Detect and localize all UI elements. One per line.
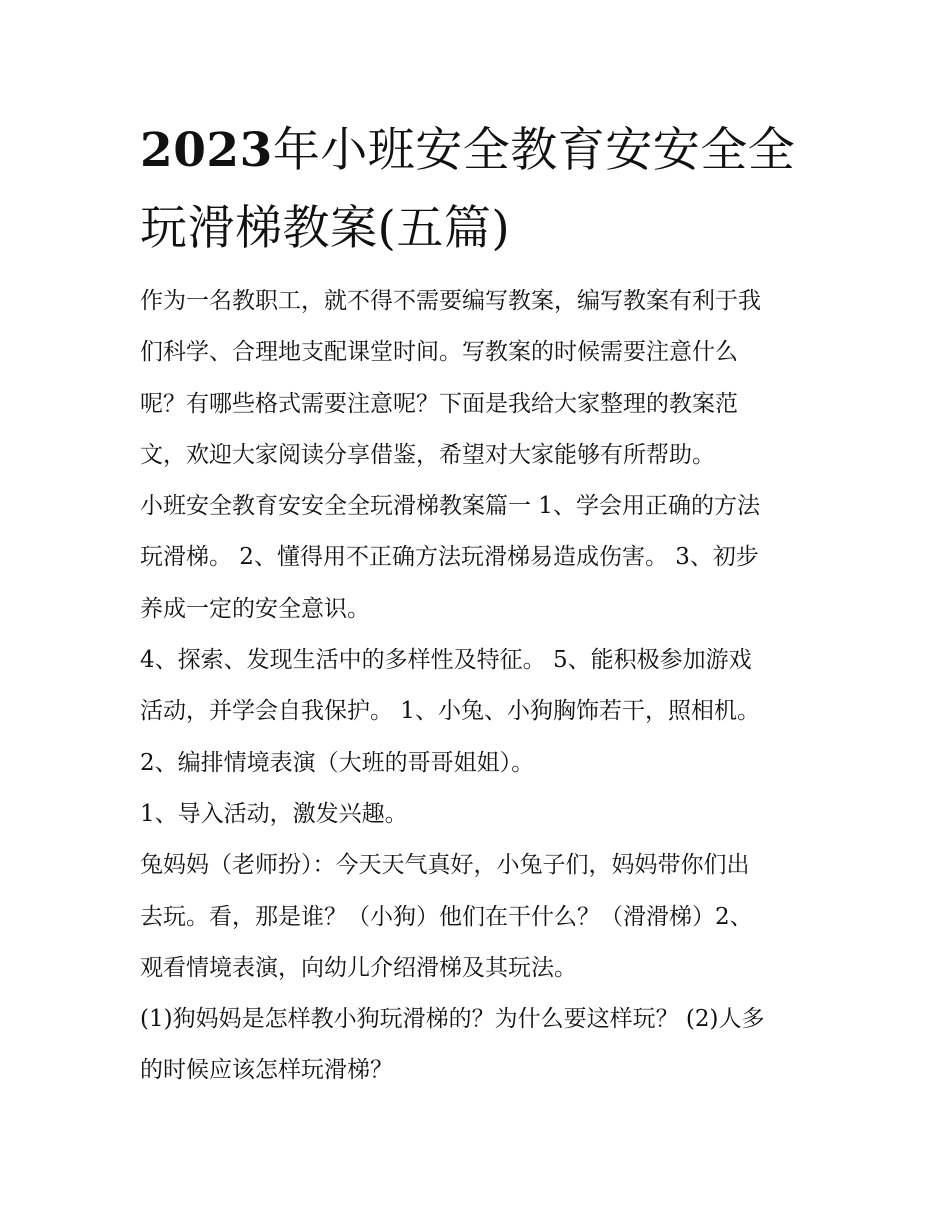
body-line: 活动，并学会自我保护。 1、小兔、小狗胸饰若干，照相机。 — [140, 698, 760, 725]
body-line: 观看情境表演，向幼儿介绍滑梯及其玩法。 — [140, 954, 577, 981]
body-line: 们科学、合理地支配课堂时间。写教案的时候需要注意什么 — [140, 339, 738, 366]
body-line: 养成一定的安全意识。 — [140, 595, 370, 622]
body-line: 1、导入活动，激发兴趣。 — [140, 800, 408, 827]
document-title — [140, 112, 830, 268]
title-line-2: 玩滑梯教案(五篇) — [140, 201, 511, 256]
body-line: 玩滑梯。 2、懂得用不正确方法玩滑梯易造成伤害。 3、初步 — [140, 544, 759, 571]
title-line-1 — [140, 112, 830, 190]
document-body — [140, 276, 830, 1097]
body-line: 作为一名教职工，就不得不需要编写教案，编写教案有利于我 — [140, 288, 761, 314]
title-line-1-text: 年小班安全教育安安全全 — [272, 123, 796, 178]
body-line: 文，欢迎大家阅读分享借鉴，希望对大家能够有所帮助。 — [140, 441, 715, 468]
body-line: (1)狗妈妈是怎样教小狗玩滑梯的？为什么要这样玩？ (2)人多 — [140, 1006, 765, 1033]
body-line: 去玩。看，那是谁？（小狗）他们在干什么？（滑滑梯）2、 — [140, 903, 753, 930]
body-line: 的时候应该怎样玩滑梯？ — [140, 1057, 393, 1084]
title-year: 2023 — [140, 123, 273, 178]
body-line: 呢？有哪些格式需要注意呢？下面是我给大家整理的教案范 — [140, 390, 738, 417]
body-line: 小班安全教育安安全全玩滑梯教案篇一 1、学会用正确的方法 — [140, 493, 760, 520]
body-line: 兔妈妈（老师扮）：今天天气真好，小兔子们，妈妈带你们出 — [140, 852, 750, 879]
body-line: 4、探索、发现生活中的多样性及特征。 5、能积极参加游戏 — [140, 647, 752, 674]
body-line: 2、编排情境表演（大班的哥哥姐姐）。 — [140, 749, 535, 776]
